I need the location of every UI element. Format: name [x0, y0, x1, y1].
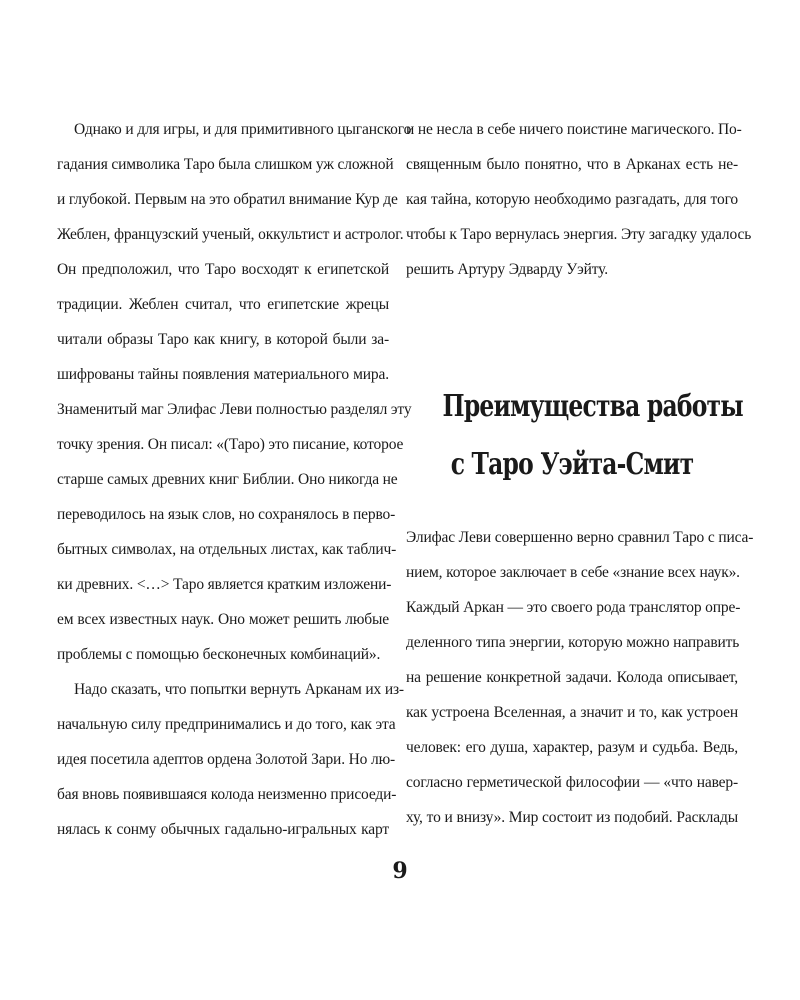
- right-text-column-top: [406, 112, 752, 287]
- text-line: Каждый Аркан — это своего рода транслятор опре-: [406, 599, 741, 616]
- text-line: старше самых древних книг Библии. Оно никогда не: [57, 471, 398, 488]
- text-line: ху, то и внизу». Мир состоит из подобий. Расклады: [406, 809, 738, 826]
- text-line: и глубокой. Первым на это обратил внимание Кур де: [57, 191, 398, 208]
- right-text-column-bottom: [406, 520, 754, 835]
- left-text-column: [57, 112, 412, 847]
- text-line: гадания символика Таро была слишком уж сложной: [57, 156, 394, 173]
- text-line: Он предположил, что Таро восходят к египетской: [57, 261, 389, 278]
- text-line: человек: его душа, характер, разум и судьба. Ведь,: [406, 739, 738, 756]
- text-line: шифрованы тайны появления материального мира.: [57, 366, 389, 383]
- text-line: бая вновь появившаяся колода неизменно присоеди-: [57, 786, 397, 803]
- text-line: на решение конкретной задачи. Колода описывает,: [406, 669, 738, 686]
- section-heading-line-1: Преимущества работы: [442, 389, 743, 424]
- text-line: кая тайна, которую необходимо разгадать, для того: [406, 191, 738, 208]
- text-line: бытных символах, на отдельных листах, как таблич-: [57, 541, 397, 558]
- text-line: идея посетила адептов ордена Золотой Зари. Но лю-: [57, 751, 396, 768]
- text-line: Элифас Леви совершенно верно сравнил Таро с писа-: [406, 529, 754, 546]
- section-heading-line-2: с Таро Уэйта-Смит: [450, 447, 694, 482]
- text-line: Жеблен, французский ученый, оккультист и астролог.: [57, 226, 404, 243]
- text-line: традиции. Жеблен считал, что египетские жрецы: [57, 296, 389, 313]
- section-heading: [442, 378, 743, 494]
- text-line: ем всех известных наук. Оно может решить любые: [57, 611, 389, 628]
- text-line: ки древних. <…> Таро является кратким изложени-: [57, 576, 392, 593]
- text-line: и не несла в себе ничего поистине магического. По-: [406, 121, 742, 138]
- page-number: 9: [392, 858, 408, 884]
- text-line: Надо сказать, что попытки вернуть Арканам их из-: [74, 681, 404, 698]
- text-line: деленного типа энергии, которую можно направить: [406, 634, 740, 651]
- text-line: Однако и для игры, и для примитивного цыганского: [74, 121, 412, 138]
- text-line: согласно герметической философии — «что навер-: [406, 774, 738, 791]
- text-line: священным было понятно, что в Арканах есть не-: [406, 156, 738, 173]
- text-line: читали образы Таро как книгу, в которой были за-: [57, 331, 389, 348]
- text-line: решить Артуру Эдварду Уэйту.: [406, 261, 608, 278]
- text-line: нялась к сонму обычных гадально-игральных карт: [57, 821, 389, 838]
- text-line: как устроена Вселенная, а значит и то, как устроен: [406, 704, 738, 721]
- text-line: Знаменитый маг Элифас Леви полностью разделял эту: [57, 401, 412, 418]
- text-line: нием, которое заключает в себе «знание всех наук».: [406, 564, 740, 581]
- text-line: проблемы с помощью бесконечных комбинаций».: [57, 646, 381, 663]
- text-line: начальную силу предпринимались и до того, как эта: [57, 716, 396, 733]
- text-line: точку зрения. Он писал: «(Таро) это писание, которое: [57, 436, 404, 453]
- text-line: переводилось на язык слов, но сохранялось в перво-: [57, 506, 396, 523]
- text-line: чтобы к Таро вернулась энергия. Эту загадку удалось: [406, 226, 752, 243]
